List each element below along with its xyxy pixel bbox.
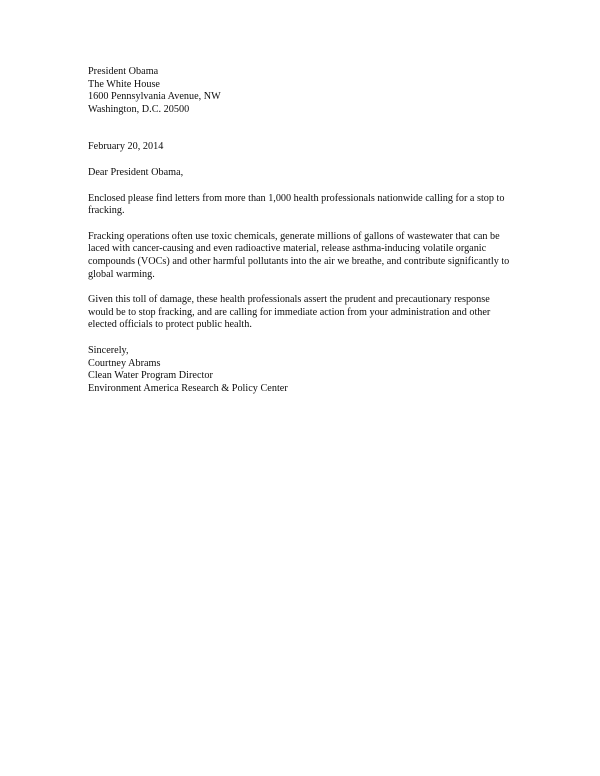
- spacer: [88, 116, 514, 141]
- body-paragraph: Enclosed please find letters from more than 1,000 health professionals nationwide calling for a stop to fracking.: [88, 192, 505, 217]
- spacer: [88, 332, 514, 345]
- valediction: Sincerely,: [88, 344, 129, 356]
- signer-name: Courtney Abrams: [88, 357, 161, 369]
- recipient-address-line: Washington, D.C. 20500: [88, 103, 190, 115]
- body-paragraph: Fracking operations often use toxic chemicals, generate millions of gallons of wastewater that can be laced with cancer-causing and even radioactive material, release asthma-inducing volatile organic compounds (VOCs) and other harmful pollutants into the air we breathe, and contribute significantly to global warming.: [88, 230, 510, 280]
- letter-date: February 20, 2014: [88, 141, 164, 153]
- recipient-address: [88, 66, 514, 116]
- spacer: [88, 218, 514, 231]
- signature-block: [88, 345, 514, 395]
- salutation: Dear President Obama,: [88, 166, 184, 178]
- letter-body: [88, 66, 514, 395]
- spacer: [88, 154, 514, 167]
- spacer: [88, 180, 514, 193]
- recipient-address-line: President Obama: [88, 66, 159, 77]
- body-paragraph: Given this toll of damage, these health professionals assert the prudent and precautionary response would be to stop fracking, and are calling for immediate action from your administration and other elected officials to protect public health.: [88, 294, 491, 331]
- signer-title: Clean Water Program Director: [88, 370, 213, 382]
- organization-name: Environment America Research & Policy Center: [88, 382, 288, 394]
- spacer: [88, 281, 514, 294]
- recipient-address-line: The White House: [88, 78, 160, 90]
- recipient-address-line: 1600 Pennsylvania Avenue, NW: [88, 91, 221, 103]
